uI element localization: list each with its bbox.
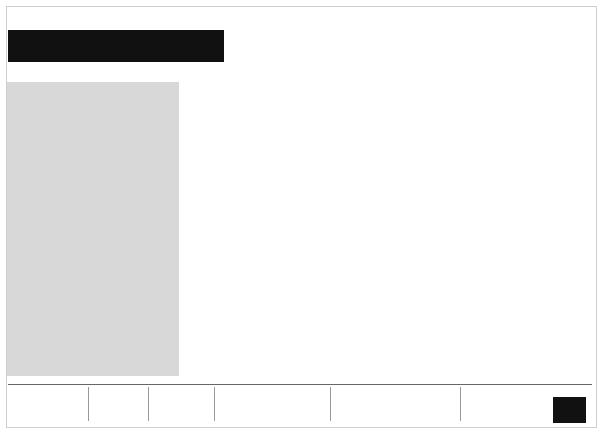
summary-panel: [7, 82, 179, 376]
divider: [88, 387, 89, 421]
title-box: [8, 30, 224, 62]
divider: [330, 387, 331, 421]
divider: [148, 387, 149, 421]
page-number: [553, 397, 586, 423]
divider: [460, 387, 461, 421]
author-block: [218, 387, 328, 393]
responsible-block: [334, 387, 452, 398]
brand-watermark: [498, 350, 594, 400]
divider: [214, 387, 215, 421]
section-drawing: [186, 74, 594, 380]
